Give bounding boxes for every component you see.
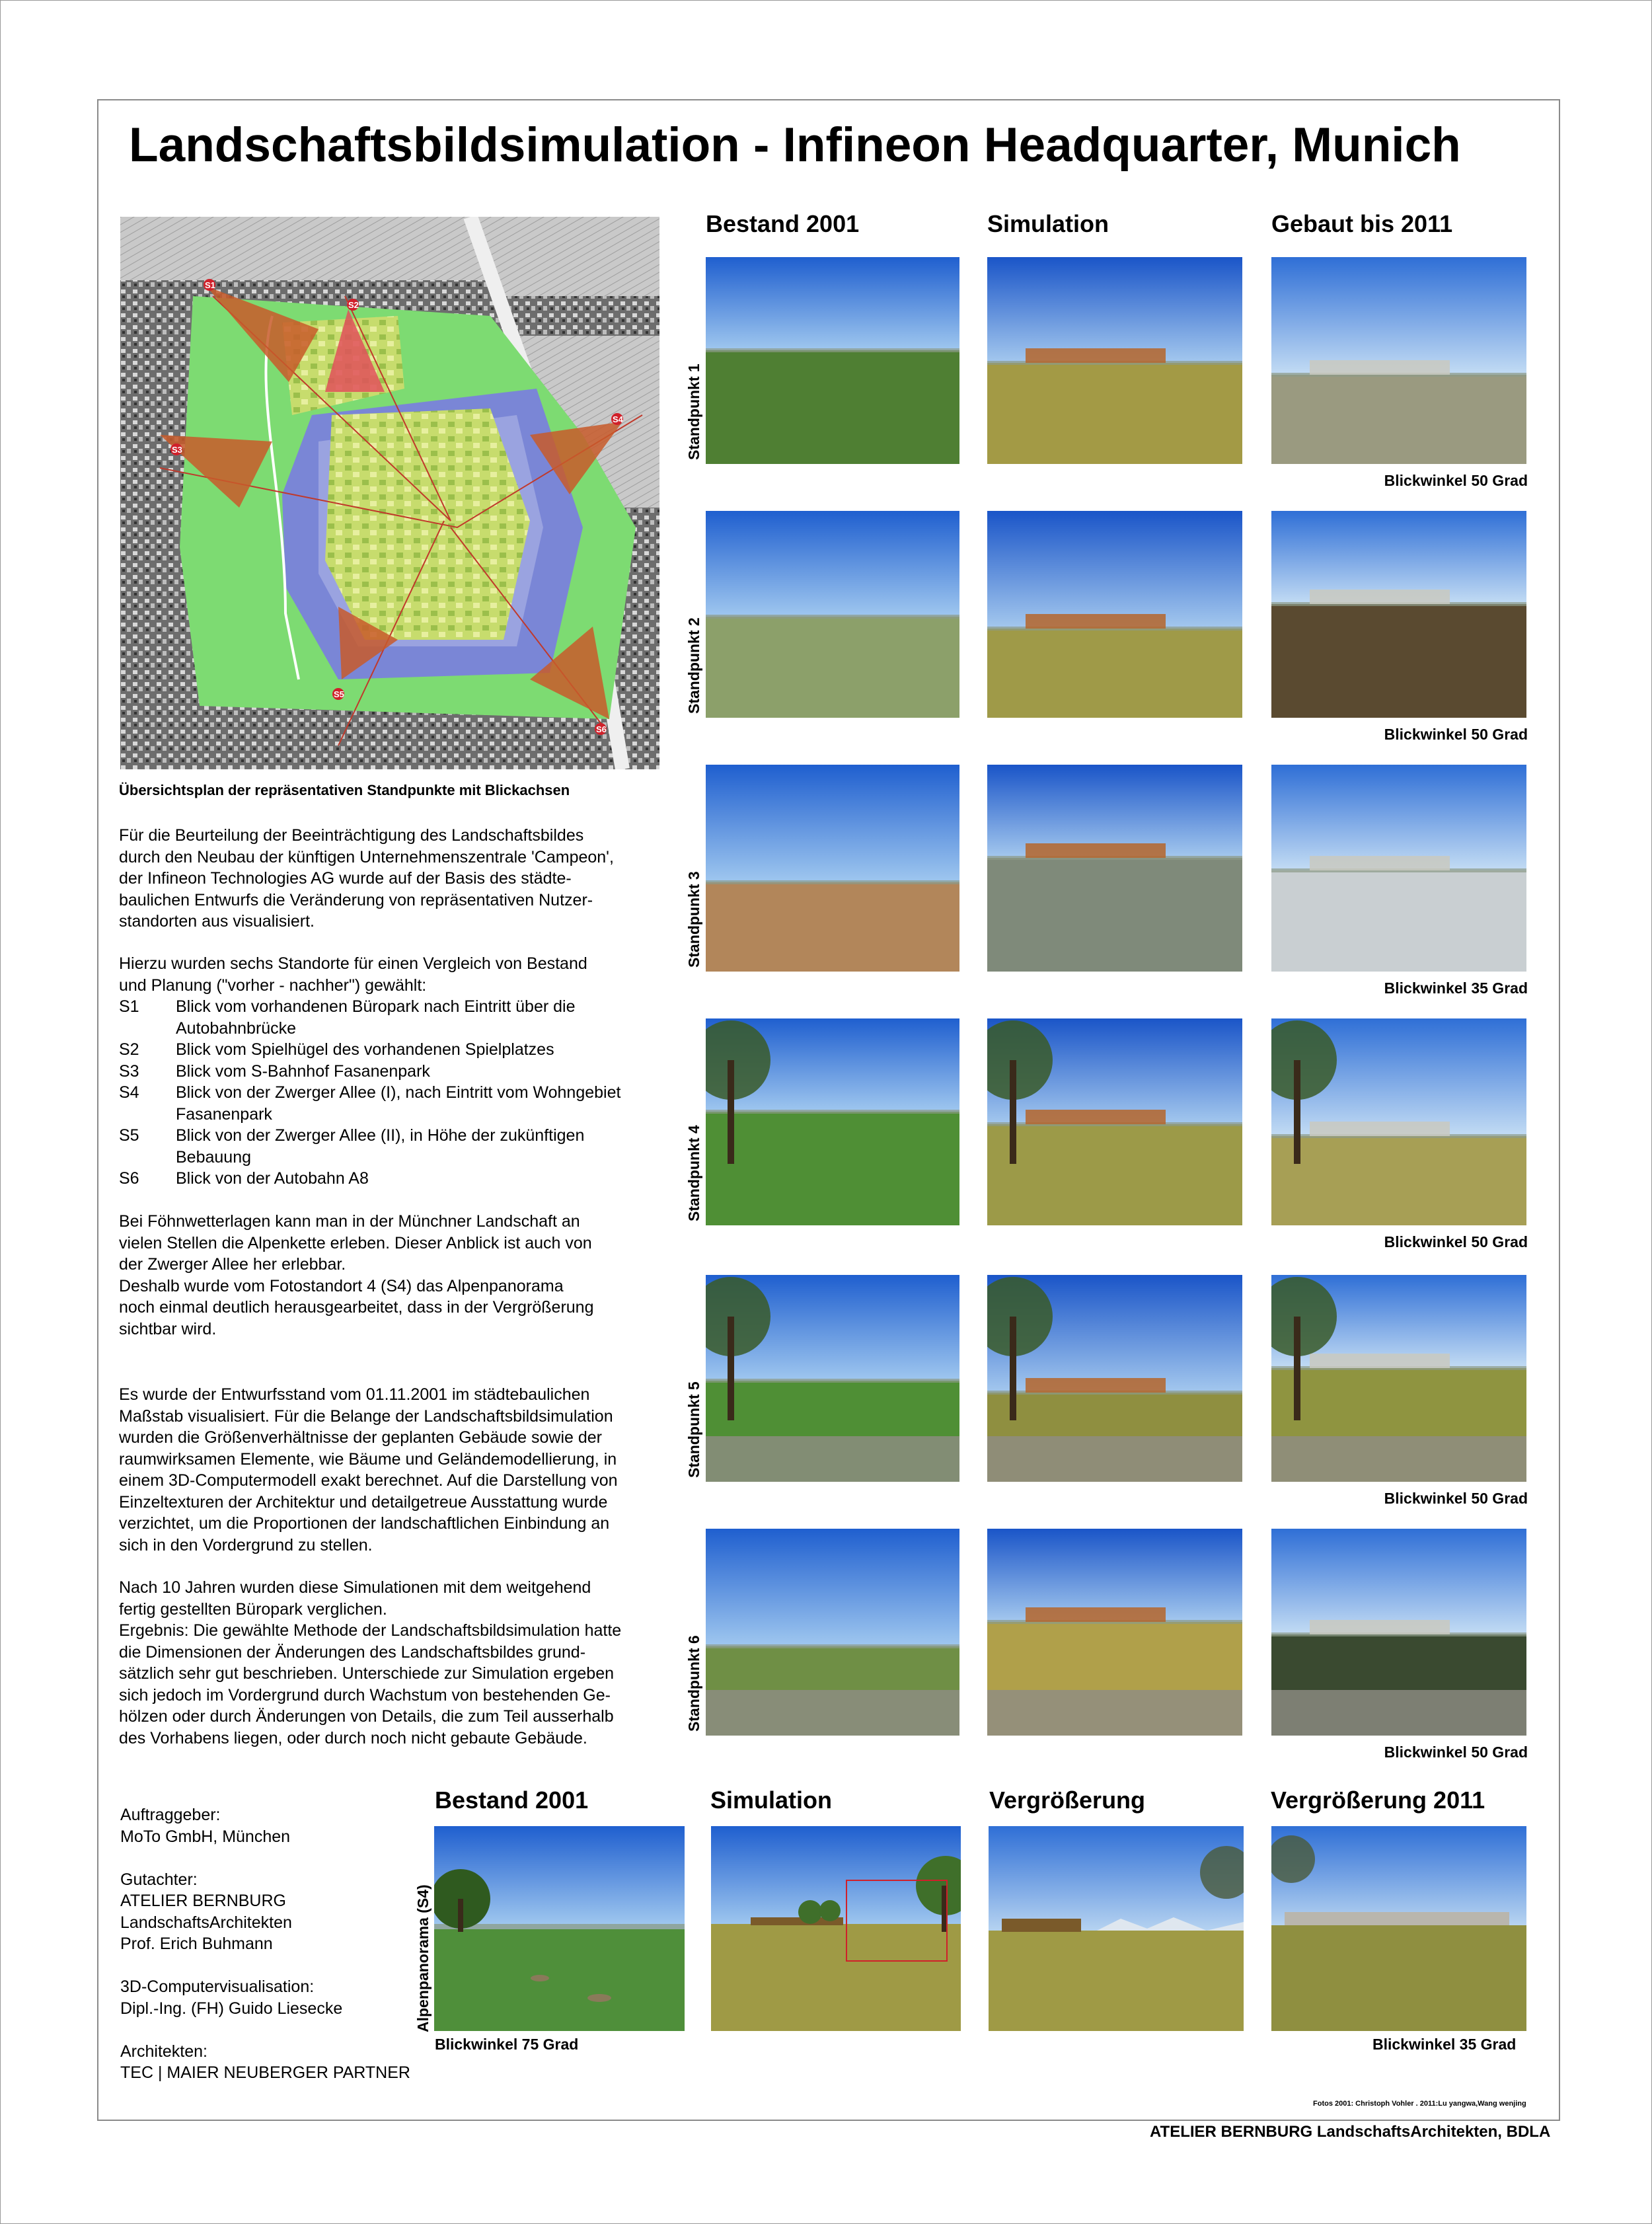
photo-s2-gebaut (1271, 511, 1526, 718)
list-item: S3 Blick vom S-Bahnhof Fasanenpark (119, 1061, 430, 1081)
panorama-photo-simulation (711, 1826, 961, 2031)
method-text: Es wurde der Entwurfsstand vom 01.11.2001 im städtebaulichen Maßstab visualisiert. Für die Belange der Landschaftsbildsimulation wurden die Größenverhältnisse der geplanten Gebäude sowie der raumwirksamen Elemente, wie Bäume und Geländemodellierung, in einem 3D-Computermodell exakt berechnet. Auf die Darstellung von Einzeltexturen der Architektur und detailgetreue Ausstattung wurde verzichtet, um die Proportionen der landschaftlichen Einbindung an sich in den Vordergrund zu stellen. (119, 1385, 618, 1554)
photo-s5-bestand (706, 1275, 959, 1482)
row-caption-standpunkt-6: Blickwinkel 50 Grad (1384, 1744, 1528, 1761)
panorama-header-simulation: Simulation (710, 1786, 833, 1814)
row-label-standpunkt-4: Standpunkt 4 (685, 1125, 702, 1221)
panorama-caption-right: Blickwinkel 35 Grad (1372, 2036, 1517, 2053)
photo-s4-bestand (706, 1018, 959, 1225)
row-label-standpunkt-1: Standpunkt 1 (685, 364, 702, 460)
photo-s6-gebaut (1271, 1529, 1526, 1736)
photo-s6-bestand (706, 1529, 959, 1736)
row-label-standpunkt-6: Standpunkt 6 (685, 1635, 702, 1732)
photo-s1-gebaut (1271, 257, 1526, 464)
photo-s4-simulation (987, 1018, 1242, 1225)
photo-s2-simulation (987, 511, 1242, 718)
list-item: S1 Blick vom vorhandenen Büropark nach Eintritt über die Autobahnbrücke (119, 997, 576, 1038)
map-marker-s1: S1 (205, 280, 215, 290)
page-title: Landschaftsbildsimulation - Infineon Headquarter, Munich (129, 118, 1461, 172)
row-caption-standpunkt-2: Blickwinkel 50 Grad (1384, 726, 1528, 743)
map-marker-s3: S3 (172, 445, 182, 455)
footer-credit: ATELIER BERNBURG LandschaftsArchitekten, BDLA (1150, 2123, 1551, 2141)
map-marker-s5: S5 (334, 689, 344, 699)
list-item: S2 Blick vom Spielhügel des vorhandenen Spielplatzes (119, 1040, 554, 1059)
list-item: S6 Blick von der Autobahn A8 (119, 1169, 369, 1188)
photo-s6-simulation (987, 1529, 1242, 1736)
list-item: S5 Blick von der Zwerger Allee (II), in Höhe der zukünftigen Bebauung (119, 1126, 585, 1167)
row-label-standpunkt-2: Standpunkt 2 (685, 617, 702, 714)
photo-s3-bestand (706, 765, 959, 972)
row-caption-standpunkt-1: Blickwinkel 50 Grad (1384, 472, 1528, 489)
standorte-intro: Hierzu wurden sechs Standorte für einen Vergleich von Bestand und Planung ("vorher - nachher") gewählt: (119, 954, 587, 995)
photo-s4-gebaut (1271, 1018, 1526, 1225)
photo-s3-gebaut (1271, 765, 1526, 972)
panorama-photo-vergroesserung-2011 (1271, 1826, 1526, 2031)
panorama-photo-bestand (434, 1826, 685, 2031)
overview-map (120, 217, 659, 769)
map-marker-s6: S6 (596, 724, 607, 734)
map-marker-s2: S2 (348, 300, 359, 310)
photo-s3-simulation (987, 765, 1242, 972)
panorama-label: Alpenpanorama (S4) (414, 1884, 432, 2032)
standorte-list (119, 996, 620, 1190)
panorama-header-vergroesserung: Vergrößerung (989, 1786, 1146, 1814)
row-caption-standpunkt-3: Blickwinkel 35 Grad (1384, 979, 1528, 997)
panorama-header-bestand: Bestand 2001 (435, 1786, 589, 1814)
row-caption-standpunkt-4: Blickwinkel 50 Grad (1384, 1233, 1528, 1250)
map-marker-s4: S4 (613, 414, 623, 424)
photo-s1-bestand (706, 257, 959, 464)
intro-text: Für die Beurteilung der Beeinträchtigung des Landschaftsbildes durch den Neubau der künftigen Unternehmenszentrale 'Campeon', der Infineon Technologies AG wurde auf der Basis des städte- baulichen Entwurfs die Veränderung von repräsentativen Nutzer- standorten aus visualisiert. (119, 826, 614, 931)
column-header-gebaut: Gebaut bis 2011 (1271, 210, 1453, 237)
foehn-text: Bei Föhnwetterlagen kann man in der Münchner Landschaft an vielen Stellen die Alpenkette erleben. Dieser Anblick ist auch von der Zwerger Allee her erlebbar. Deshalb wurde vom Fotostandort 4 (S4) das Alpenpanorama noch einmal deutlich herausgearbeitet, dass in der Vergrößerung sichtbar wird. (119, 1212, 594, 1338)
row-label-standpunkt-5: Standpunkt 5 (685, 1381, 702, 1478)
map-caption: Übersichtsplan der repräsentativen Standpunkte mit Blickachsen (119, 782, 570, 798)
photo-s5-gebaut (1271, 1275, 1526, 1482)
row-label-standpunkt-3: Standpunkt 3 (685, 871, 702, 968)
photo-s2-bestand (706, 511, 959, 718)
panorama-caption-left: Blickwinkel 75 Grad (435, 2036, 579, 2053)
result-text: Nach 10 Jahren wurden diese Simulationen mit dem weitgehend fertig gestellten Büropark verglichen. Ergebnis: Die gewählte Methode der Landschaftsbildsimulation hatte die Dimensionen der Änderungen des Landschaftsbildes grund- sätzlich sehr gut beschrieben. Unterschiede zur Simulation ergeben sich jedoch im Vordergrund durch Wachstum von bestehenden Ge- hölzen oder durch Änderungen von Details, die zum Teil ausserhalb des Vorhabens liegen, oder durch noch nicht gebaute Gebäude. (119, 1578, 622, 1747)
photo-credit: Fotos 2001: Christoph Vohler . 2011:Lu yangwa,Wang wenjing (1313, 2100, 1526, 2108)
row-caption-standpunkt-5: Blickwinkel 50 Grad (1384, 1490, 1528, 1507)
credits-text: Auftraggeber: MoTo GmbH, München Gutachter: ATELIER BERNBURG LandschaftsArchitekten Prof. Erich Buhmann 3D-Computervisualisation: Dipl.-Ing. (FH) Guido Liesecke Architekten: TEC | MAIER NEUBERGER PARTNER (120, 1806, 410, 2082)
panorama-photo-vergroesserung (989, 1826, 1244, 2031)
column-header-bestand: Bestand 2001 (706, 210, 860, 237)
photo-s5-simulation (987, 1275, 1242, 1482)
list-item: S4 Blick von der Zwerger Allee (I), nach Eintritt vom Wohngebiet Fasanenpark (119, 1083, 621, 1124)
photo-s1-simulation (987, 257, 1242, 464)
panorama-header-vergroesserung-2011: Vergrößerung 2011 (1271, 1786, 1485, 1814)
column-header-simulation: Simulation (987, 210, 1109, 237)
